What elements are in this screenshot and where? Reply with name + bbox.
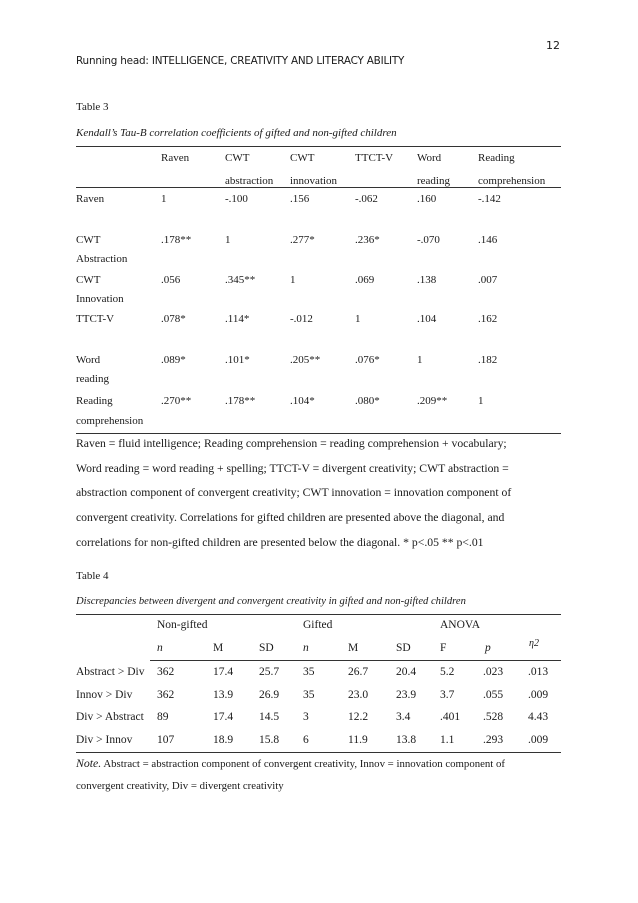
t4-cell: 5.2 (440, 666, 455, 678)
t4-row-label: Innov > Div (76, 689, 133, 701)
t4-cell: 11.9 (348, 734, 368, 746)
t3-cell: .182 (478, 354, 498, 366)
t4-cell: 23.0 (348, 689, 369, 701)
table3-note-line: Word reading = word reading + spelling; TTCT-V = divergent creativity; CWT abstraction = (76, 461, 509, 475)
t3-header-reading-comprehension-l2: comprehension (478, 175, 546, 187)
t3-cell: .209** (417, 395, 448, 407)
t3-row-label-line2: reading (76, 373, 109, 385)
t3-cell: .078* (161, 313, 186, 325)
t4-cell: 26.9 (259, 689, 280, 701)
table4-group-underline (150, 660, 561, 661)
table3-note-line: abstraction component of convergent creativity; CWT innovation = innovation component of (76, 486, 512, 500)
t3-row-label: Word (76, 354, 101, 366)
table4-note-label: Note. (76, 756, 102, 770)
t3-cell: -.070 (417, 234, 440, 246)
t3-cell: 1 (478, 395, 484, 407)
table3-note-line: convergent creativity. Correlations for gifted children are presented above the diagonal, and (76, 511, 505, 525)
t3-cell: .007 (478, 274, 498, 286)
t4-cell: 17.4 (213, 666, 234, 678)
t3-cell: 1 (225, 234, 231, 246)
t3-cell: 1 (355, 313, 361, 325)
t4-cell: 107 (157, 734, 175, 746)
t3-cell: .069 (355, 274, 375, 286)
t3-header-cwt-innovation (290, 151, 337, 188)
t3-cell: 1 (161, 193, 167, 205)
t4-cell: .009 (528, 734, 549, 746)
t4-cell: 362 (157, 689, 175, 701)
t3-cell: .089* (161, 354, 186, 366)
table4-note (76, 752, 566, 797)
t3-row-label: CWT (76, 274, 101, 286)
t3-cell: .138 (417, 274, 437, 286)
t3-row-label: Reading (76, 395, 113, 407)
t3-header-word-reading-l1: Word (417, 152, 442, 164)
t4-subheader: n (303, 642, 309, 654)
t3-header-cwt-innovation-l1: CWT (290, 152, 315, 164)
t4-subheader-eta (529, 637, 539, 651)
t3-cell: -.012 (290, 313, 313, 325)
t3-cell: .205** (290, 354, 321, 366)
t4-cell: .401 (440, 711, 461, 723)
t4-cell: 23.9 (396, 689, 417, 701)
t3-cell: .156 (290, 193, 310, 205)
t3-header-raven (161, 151, 189, 165)
t4-cell: 4.43 (528, 711, 549, 723)
t4-subheader: M (213, 642, 224, 654)
t4-cell: .023 (483, 666, 504, 678)
t3-row-label: Raven (76, 193, 105, 205)
page-number: 12 (546, 39, 560, 52)
t4-cell: 17.4 (213, 711, 234, 723)
t3-cell: .114* (225, 313, 250, 325)
t4-cell: 6 (303, 734, 309, 746)
t4-cell: 15.8 (259, 734, 280, 746)
t3-cell: .270** (161, 395, 192, 407)
t4-cell: 89 (157, 711, 169, 723)
t4-row-label: Div > Innov (76, 734, 133, 746)
t3-header-reading-comprehension-l1: Reading (478, 152, 515, 164)
t3-cell: .080* (355, 395, 380, 407)
t3-cell: .160 (417, 193, 437, 205)
t4-cell: 1.1 (440, 734, 455, 746)
t4-cell: 14.5 (259, 711, 280, 723)
t3-header-ttct-v (355, 151, 393, 165)
t4-subheader: M (348, 642, 359, 654)
t3-row-label: CWT (76, 234, 101, 246)
t3-header-ttct-v-text: TTCT-V (355, 152, 394, 164)
t4-cell: 13.8 (396, 734, 417, 746)
table4-label: Table 4 (76, 570, 109, 582)
t4-cell: .293 (483, 734, 504, 746)
table4-top-rule (76, 614, 561, 615)
t3-cell: .104 (417, 313, 437, 325)
t3-header-cwt-abstraction-l1: CWT (225, 152, 250, 164)
t4-row-label: Abstract > Div (76, 666, 145, 678)
table3-label: Table 3 (76, 101, 109, 113)
t3-cell: 1 (417, 354, 423, 366)
t4-cell: 3.7 (440, 689, 455, 701)
t4-group-gifted: Gifted (303, 619, 333, 631)
table4-note-line (76, 752, 566, 775)
table4-title: Discrepancies between divergent and convergent creativity in gifted and non-gifted children (76, 596, 466, 607)
t4-cell: 362 (157, 666, 175, 678)
t4-cell: 35 (303, 666, 315, 678)
table4-note-text: Abstract = abstraction component of convergent creativity, Innov = innovation component of (103, 758, 506, 770)
t4-cell: 25.7 (259, 666, 280, 678)
t4-subheader: n (157, 642, 163, 654)
t3-cell: .146 (478, 234, 498, 246)
t3-cell: .076* (355, 354, 380, 366)
t3-header-reading-comprehension (478, 151, 545, 188)
t4-cell: 35 (303, 689, 315, 701)
t3-cell: .101* (225, 354, 250, 366)
t3-cell: .236* (355, 234, 380, 246)
t4-cell: 20.4 (396, 666, 417, 678)
t4-group-anova: ANOVA (440, 619, 481, 631)
t4-subheader-eta-text: η2 (529, 638, 539, 649)
t4-cell: 12.2 (348, 711, 369, 723)
t3-cell: .104* (290, 395, 315, 407)
t3-cell: -.100 (225, 193, 248, 205)
t3-cell: .056 (161, 274, 181, 286)
t4-subheader: SD (396, 642, 411, 654)
t3-cell: -.142 (478, 193, 501, 205)
running-head: Running head: INTELLIGENCE, CREATIVITY AND LITERACY ABILITY (76, 55, 405, 67)
t3-header-word-reading-l2: reading (417, 175, 450, 187)
t4-subheader: p (485, 642, 491, 654)
t3-cell: .178** (225, 395, 256, 407)
table3-note (76, 432, 566, 556)
t3-cell: 1 (290, 274, 296, 286)
table3-title: Kendall’s Tau-B correlation coefficients of gifted and non-gifted children (76, 127, 397, 139)
t4-cell: .013 (528, 666, 549, 678)
table3-top-rule (76, 146, 561, 147)
t4-cell: .009 (528, 689, 549, 701)
t3-header-cwt-abstraction-l2: abstraction (225, 175, 274, 187)
t3-row-label-line2: Innovation (76, 293, 124, 305)
t4-cell: 13.9 (213, 689, 234, 701)
t4-cell: 18.9 (213, 734, 234, 746)
t4-subheader: F (440, 642, 447, 654)
table3-note-line: Raven = fluid intelligence; Reading comprehension = reading comprehension + vocabulary; (76, 437, 507, 450)
t3-header-cwt-innovation-l2: innovation (290, 175, 338, 187)
t3-cell: -.062 (355, 193, 378, 205)
t3-cell: .178** (161, 234, 192, 246)
t4-group-non-gifted: Non-gifted (157, 619, 208, 631)
t3-row-label-line2: comprehension (76, 415, 144, 427)
t3-row-label: TTCT-V (76, 313, 115, 325)
t3-row-label-line2: Abstraction (76, 253, 128, 265)
t3-header-cwt-abstraction (225, 151, 273, 188)
t4-row-label: Div > Abstract (76, 711, 144, 723)
t3-header-raven-text: Raven (161, 152, 190, 164)
table3-header-rule (76, 187, 561, 188)
t4-cell: .055 (483, 689, 504, 701)
t4-cell: 3.4 (396, 711, 411, 723)
table4-note-line-2: convergent creativity, Div = divergent creativity (76, 780, 284, 792)
t3-header-word-reading (417, 151, 450, 188)
table3-note-line: correlations for non-gifted children are presented below the diagonal. * p<.05 ** p<.01 (76, 535, 484, 549)
t3-cell: .162 (478, 313, 498, 325)
t4-cell: 26.7 (348, 666, 369, 678)
t3-cell: .345** (225, 274, 256, 286)
t4-cell: .528 (483, 711, 504, 723)
t4-cell: 3 (303, 711, 309, 723)
t3-cell: .277* (290, 234, 315, 246)
t4-subheader: SD (259, 642, 274, 654)
